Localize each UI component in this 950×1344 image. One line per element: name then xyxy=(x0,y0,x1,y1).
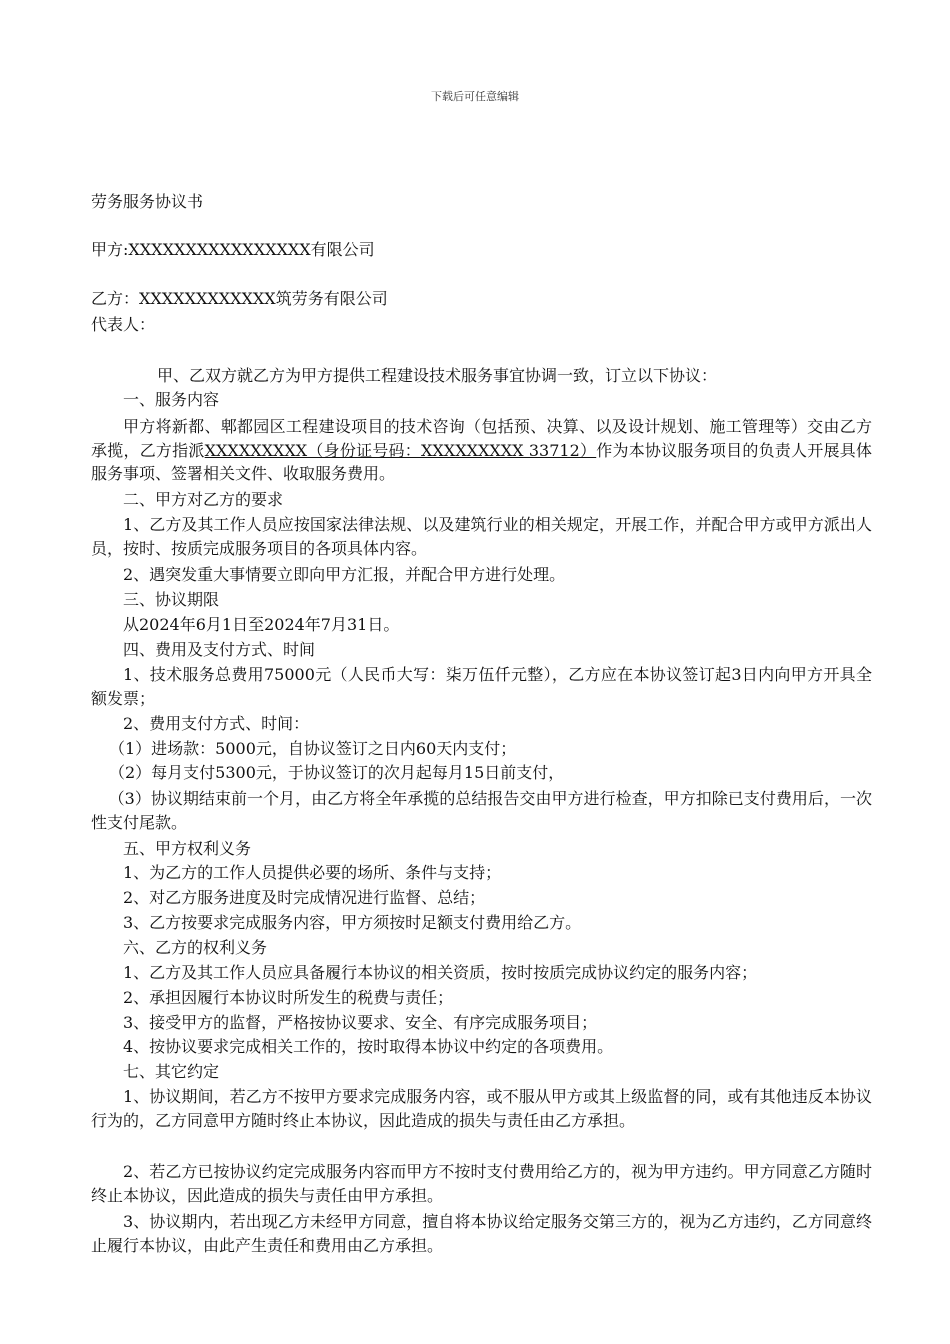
section-1-paragraph xyxy=(91,415,872,486)
section-5-item-2: 2、对乙方服务进度及时完成情况进行监督、总结； xyxy=(123,888,486,907)
section-3-item-1: 从2024年6月1日至2024年7月31日。 xyxy=(123,615,400,634)
section-2-item-1: 1、乙方及其工作人员应按国家法律法规、以及建筑行业的相关规定，开展工作，并配合甲方或甲方派出人员，按时、按质完成服务项目的各项具体内容。 xyxy=(91,515,872,558)
section-2-item-2: 2、遇突发重大事情要立即向甲方汇报，并配合甲方进行处理。 xyxy=(123,565,566,584)
section-2-heading: 二、甲方对乙方的要求 xyxy=(123,490,284,509)
party-a: 甲方:XXXXXXXXXXXXXXXX有限公司 xyxy=(91,240,375,259)
section-6-item-3: 3、接受甲方的监督，严格按协议要求、安全、有序完成服务项目； xyxy=(123,1013,598,1032)
section-1-heading: 一、服务内容 xyxy=(123,390,220,409)
section-4-item-2: 2、费用支付方式、时间： xyxy=(123,714,310,733)
section-4-subitem-3: （3）协议期结束前一个月，由乙方将全年承揽的总结报告交由甲方进行检查，甲方扣除已支付费用后，一次性支付尾款。 xyxy=(91,789,872,832)
section-6-item-4: 4、按协议要求完成相关工作的，按时取得本协议中约定的各项费用。 xyxy=(123,1037,614,1056)
section-6-item-2: 2、承担因履行本协议时所发生的税费与责任； xyxy=(123,988,454,1007)
section-1-text-a: 甲方将新都、郫都园区工程建设项目的技术咨询（包括预、决算、以及设计规划、施工管理等）交由乙方承揽，乙方指派 xyxy=(91,417,872,460)
section-7-item-3: 3、协议期内，若出现乙方未经甲方同意，擅自将本协议给定服务交第三方的，视为乙方违约，乙方同意终止履行本协议，由此产生责任和费用由乙方承担。 xyxy=(91,1212,872,1255)
section-1-text-b: 作为本协议服务项目的负责人开展具体服务事项、签署相关文件、收取服务费用。 xyxy=(91,440,872,483)
section-4-heading: 四、费用及支付方式、时间 xyxy=(123,640,316,659)
section-6-heading: 六、乙方的权利义务 xyxy=(123,938,268,957)
page-header-note: 下载后可任意编辑 xyxy=(431,90,519,103)
doc-title: 劳务服务协议书 xyxy=(91,192,204,211)
section-7-heading: 七、其它约定 xyxy=(123,1062,220,1081)
section-5-item-3: 3、乙方按要求完成服务内容，甲方须按时足额支付费用给乙方。 xyxy=(123,913,582,932)
section-4-item-1: 1、技术服务总费用75000元（人民币大写：柒万伍仟元整），乙方应在本协议签订起3日内向甲方开具全额发票； xyxy=(91,665,872,708)
section-1-responsible-person: XXXXXXXXX（身份证号码：XXXXXXXXX 33712） xyxy=(204,440,597,460)
section-6-item-1: 1、乙方及其工作人员应具备履行本协议的相关资质，按时按质完成协议约定的服务内容； xyxy=(123,963,758,982)
representative: 代表人： xyxy=(91,315,156,334)
section-7-item-2: 2、若乙方已按协议约定完成服务内容而甲方不按时支付费用给乙方的，视为甲方违约。甲方同意乙方随时终止本协议，因此造成的损失与责任由甲方承担。 xyxy=(91,1162,872,1205)
section-7-item-1: 1、协议期间，若乙方不按甲方要求完成服务内容，或不服从甲方或其上级监督的同，或有其他违反本协议行为的，乙方同意甲方随时终止本协议，因此造成的损失与责任由乙方承担。 xyxy=(91,1087,872,1130)
intro: 甲、乙双方就乙方为甲方提供工程建设技术服务事宜协调一致，订立以下协议： xyxy=(157,366,718,385)
section-4-subitem-1: （1）进场款：5000元，自协议签订之日内60天内支付； xyxy=(109,739,517,758)
section-5-item-1: 1、为乙方的工作人员提供必要的场所、条件与支持； xyxy=(123,863,502,882)
party-b: 乙方：XXXXXXXXXXXX筑劳务有限公司 xyxy=(91,289,388,308)
section-3-heading: 三、协议期限 xyxy=(123,590,220,609)
section-5-heading: 五、甲方权利义务 xyxy=(123,839,252,858)
section-4-subitem-2: （2）每月支付5300元，于协议签订的次月起每月15日前支付， xyxy=(109,763,565,782)
